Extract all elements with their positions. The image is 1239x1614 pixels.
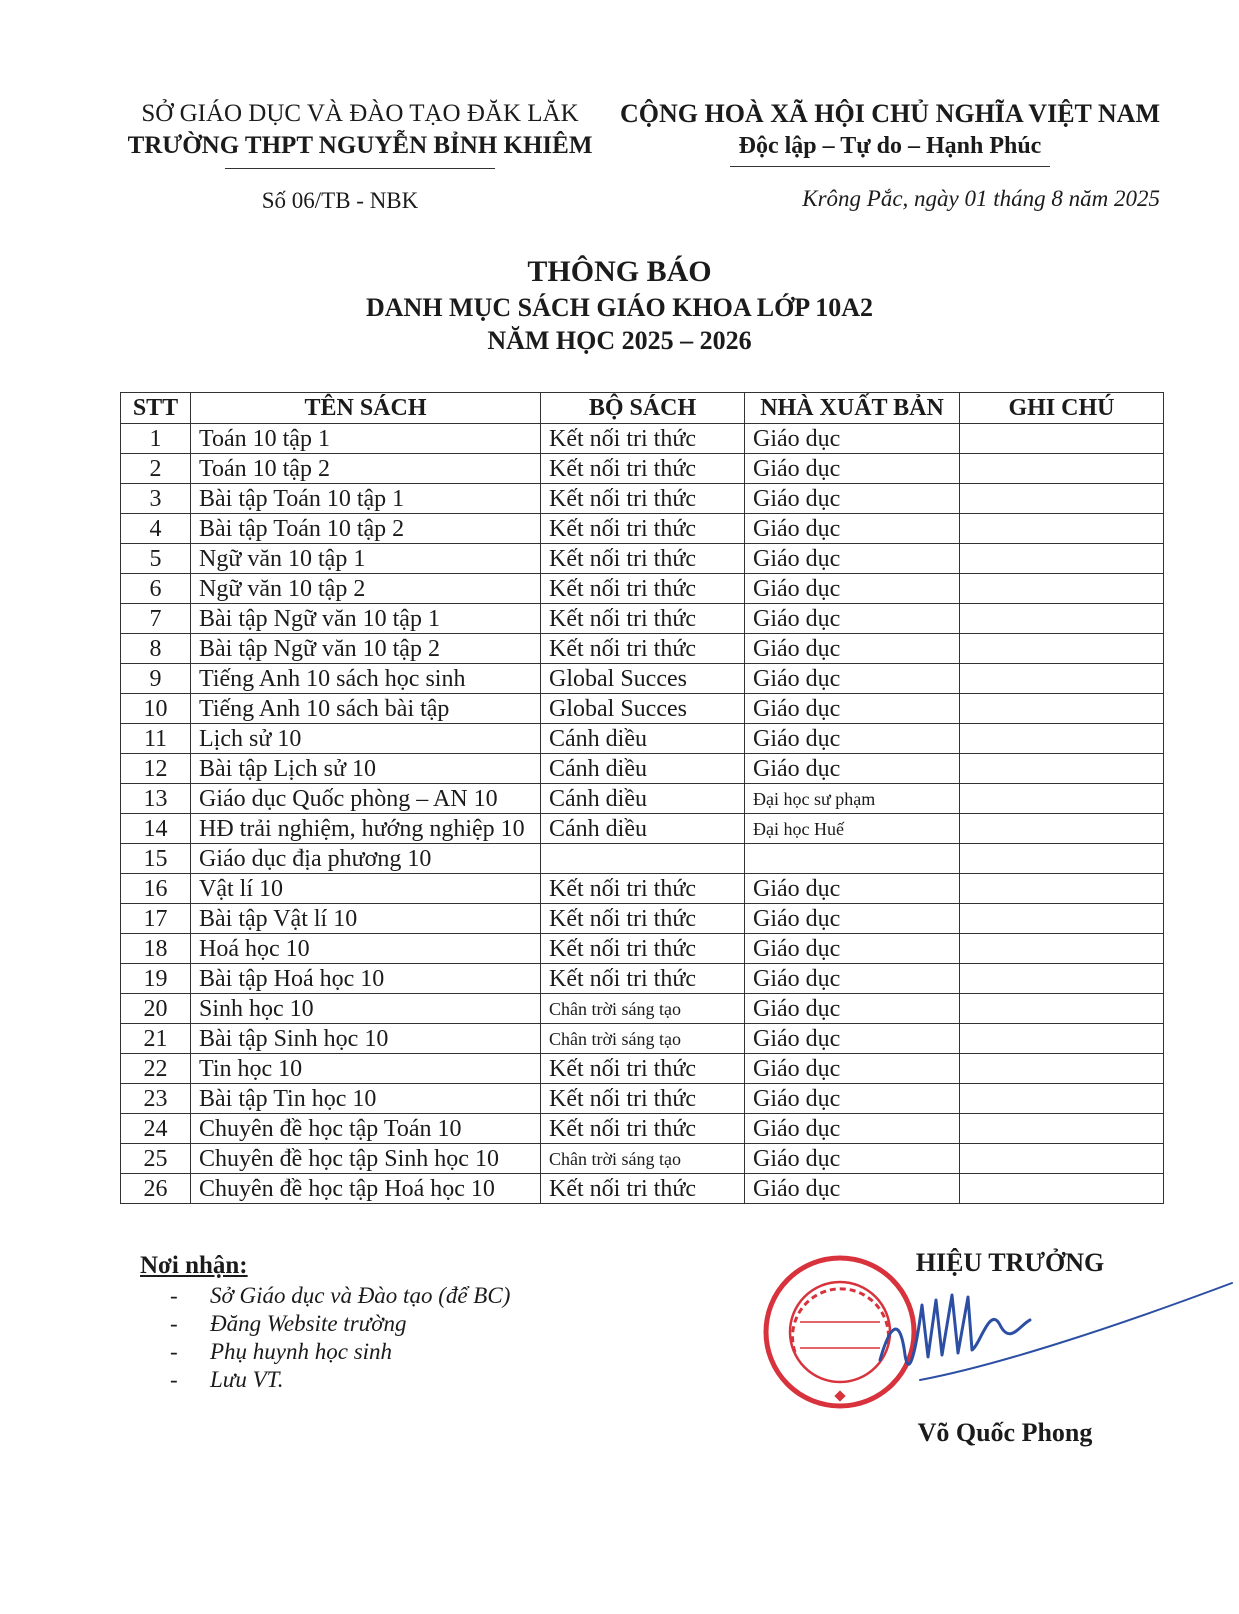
- cell-book-series: Kết nối tri thức: [541, 514, 745, 544]
- cell-book-series: [541, 844, 745, 874]
- cell-publisher: Giáo dục: [745, 934, 960, 964]
- cell-book-name: Chuyên đề học tập Hoá học 10: [191, 1174, 541, 1204]
- table-row: [121, 634, 1164, 664]
- cell-book-series: Kết nối tri thức: [541, 1174, 745, 1204]
- cell-stt: 26: [121, 1174, 191, 1204]
- cell-note: [960, 1024, 1164, 1054]
- table-row: [121, 694, 1164, 724]
- textbook-table: [120, 392, 1164, 1204]
- cell-stt: 6: [121, 574, 191, 604]
- cell-publisher: Giáo dục: [745, 484, 960, 514]
- cell-publisher: Giáo dục: [745, 964, 960, 994]
- recipient-label: Phụ huynh học sinh: [210, 1339, 393, 1364]
- table-row: [121, 754, 1164, 784]
- cell-publisher: Giáo dục: [745, 694, 960, 724]
- cell-note: [960, 874, 1164, 904]
- cell-stt: 18: [121, 934, 191, 964]
- table-row: [121, 544, 1164, 574]
- cell-book-series: Kết nối tri thức: [541, 904, 745, 934]
- cell-note: [960, 1174, 1164, 1204]
- cell-publisher: Giáo dục: [745, 1084, 960, 1114]
- table-row: [121, 814, 1164, 844]
- cell-stt: 22: [121, 1054, 191, 1084]
- table-row: [121, 994, 1164, 1024]
- cell-book-name: Bài tập Hoá học 10: [191, 964, 541, 994]
- cell-publisher: Giáo dục: [745, 634, 960, 664]
- table-row: [121, 424, 1164, 454]
- cell-publisher: [745, 844, 960, 874]
- cell-note: [960, 784, 1164, 814]
- cell-publisher: Giáo dục: [745, 754, 960, 784]
- list-dash: -: [170, 1339, 178, 1364]
- cell-stt: 3: [121, 484, 191, 514]
- signer-title: HIỆU TRƯỞNG: [915, 1248, 1105, 1277]
- cell-book-series: Chân trời sáng tạo: [541, 1024, 745, 1054]
- cell-book-series: Kết nối tri thức: [541, 1084, 745, 1114]
- cell-book-name: Bài tập Ngữ văn 10 tập 1: [191, 604, 541, 634]
- cell-stt: 21: [121, 1024, 191, 1054]
- cell-book-series: Kết nối tri thức: [541, 874, 745, 904]
- cell-stt: 10: [121, 694, 191, 724]
- list-item: [170, 1310, 510, 1338]
- cell-publisher: Giáo dục: [745, 604, 960, 634]
- cell-book-name: Bài tập Lịch sử 10: [191, 754, 541, 784]
- cell-note: [960, 604, 1164, 634]
- cell-book-name: Toán 10 tập 2: [191, 454, 541, 484]
- table-row: [121, 1114, 1164, 1144]
- cell-book-series: Kết nối tri thức: [541, 574, 745, 604]
- cell-publisher: Giáo dục: [745, 574, 960, 604]
- cell-book-series: Cánh diều: [541, 784, 745, 814]
- cell-stt: 1: [121, 424, 191, 454]
- cell-stt: 15: [121, 844, 191, 874]
- cell-note: [960, 454, 1164, 484]
- table-row: [121, 724, 1164, 754]
- table-row: [121, 1024, 1164, 1054]
- table-row: [121, 874, 1164, 904]
- cell-publisher: Giáo dục: [745, 544, 960, 574]
- cell-stt: 11: [121, 724, 191, 754]
- cell-note: [960, 664, 1164, 694]
- document-number: Số 06/TB - NBK: [261, 188, 419, 213]
- cell-publisher: Giáo dục: [745, 514, 960, 544]
- cell-note: [960, 814, 1164, 844]
- cell-note: [960, 484, 1164, 514]
- cell-book-name: Bài tập Sinh học 10: [191, 1024, 541, 1054]
- cell-stt: 17: [121, 904, 191, 934]
- department-name: SỞ GIÁO DỤC VÀ ĐÀO TẠO ĐĂK LĂK: [141, 100, 579, 127]
- table-row: [121, 1174, 1164, 1204]
- cell-book-name: Chuyên đề học tập Sinh học 10: [191, 1144, 541, 1174]
- school-year: NĂM HỌC 2025 – 2026: [487, 326, 752, 355]
- list-dash: -: [170, 1367, 178, 1392]
- cell-publisher: Giáo dục: [745, 1114, 960, 1144]
- cell-book-name: HĐ trải nghiệm, hướng nghiệp 10: [191, 814, 541, 844]
- table-row: [121, 604, 1164, 634]
- issuer-underline: [225, 168, 495, 169]
- table-header-row: [121, 393, 1164, 424]
- cell-publisher: Giáo dục: [745, 664, 960, 694]
- cell-note: [960, 904, 1164, 934]
- cell-book-series: Cánh diều: [541, 814, 745, 844]
- column-header-stt: STT: [121, 393, 191, 424]
- cell-publisher: Giáo dục: [745, 1174, 960, 1204]
- cell-book-name: Toán 10 tập 1: [191, 424, 541, 454]
- list-dash: -: [170, 1283, 178, 1308]
- cell-book-series: Global Succes: [541, 694, 745, 724]
- table-row: [121, 484, 1164, 514]
- cell-book-series: Kết nối tri thức: [541, 484, 745, 514]
- table-row: [121, 784, 1164, 814]
- cell-note: [960, 724, 1164, 754]
- cell-book-series: Kết nối tri thức: [541, 454, 745, 484]
- national-motto: Độc lập – Tự do – Hạnh Phúc: [738, 133, 1042, 159]
- cell-publisher: Giáo dục: [745, 994, 960, 1024]
- cell-book-name: Bài tập Tin học 10: [191, 1084, 541, 1114]
- cell-note: [960, 934, 1164, 964]
- cell-note: [960, 694, 1164, 724]
- cell-book-series: Kết nối tri thức: [541, 1114, 745, 1144]
- table-row: [121, 664, 1164, 694]
- cell-stt: 20: [121, 994, 191, 1024]
- cell-book-name: Vật lí 10: [191, 874, 541, 904]
- cell-stt: 5: [121, 544, 191, 574]
- cell-book-name: Lịch sử 10: [191, 724, 541, 754]
- cell-publisher: Giáo dục: [745, 454, 960, 484]
- cell-publisher: Đại học sư phạm: [745, 784, 960, 814]
- cell-book-name: Chuyên đề học tập Toán 10: [191, 1114, 541, 1144]
- cell-stt: 23: [121, 1084, 191, 1114]
- cell-book-name: Giáo dục địa phương 10: [191, 844, 541, 874]
- cell-book-name: Bài tập Toán 10 tập 1: [191, 484, 541, 514]
- recipients-title: Nơi nhận:: [140, 1252, 248, 1279]
- cell-book-series: Cánh diều: [541, 754, 745, 784]
- cell-stt: 7: [121, 604, 191, 634]
- cell-note: [960, 1084, 1164, 1114]
- handwritten-signature-icon: [860, 1265, 1239, 1415]
- cell-stt: 2: [121, 454, 191, 484]
- cell-book-series: Chân trời sáng tạo: [541, 994, 745, 1024]
- place-date: Krông Pắc, ngày 01 tháng 8 năm 2025: [802, 186, 1160, 211]
- cell-note: [960, 514, 1164, 544]
- table-row: [121, 1054, 1164, 1084]
- table-row: [121, 574, 1164, 604]
- list-item: [170, 1366, 510, 1394]
- list-dash: -: [170, 1311, 178, 1336]
- table-row: [121, 454, 1164, 484]
- cell-stt: 16: [121, 874, 191, 904]
- cell-stt: 24: [121, 1114, 191, 1144]
- cell-publisher: Giáo dục: [745, 1024, 960, 1054]
- motto-underline: [730, 166, 1050, 167]
- cell-book-name: Ngữ văn 10 tập 1: [191, 544, 541, 574]
- cell-note: [960, 754, 1164, 784]
- cell-note: [960, 1114, 1164, 1144]
- nation-name: CỘNG HOÀ XÃ HỘI CHỦ NGHĨA VIỆT NAM: [619, 99, 1161, 128]
- table-row: [121, 514, 1164, 544]
- cell-book-series: Kết nối tri thức: [541, 634, 745, 664]
- signer-name: Võ Quốc Phong: [917, 1418, 1093, 1447]
- column-header-book-series: BỘ SÁCH: [541, 393, 745, 424]
- cell-book-series: Kết nối tri thức: [541, 544, 745, 574]
- recipient-label: Đăng Website trường: [210, 1311, 407, 1336]
- table-row: [121, 904, 1164, 934]
- cell-note: [960, 574, 1164, 604]
- cell-stt: 4: [121, 514, 191, 544]
- cell-stt: 9: [121, 664, 191, 694]
- cell-book-name: Tin học 10: [191, 1054, 541, 1084]
- cell-stt: 8: [121, 634, 191, 664]
- cell-publisher: Đại học Huế: [745, 814, 960, 844]
- cell-book-name: Bài tập Ngữ văn 10 tập 2: [191, 634, 541, 664]
- cell-stt: 13: [121, 784, 191, 814]
- school-name: TRƯỜNG THPT NGUYỄN BỈNH KHIÊM: [127, 132, 593, 159]
- cell-note: [960, 1144, 1164, 1174]
- nation-block: [610, 98, 1170, 167]
- cell-note: [960, 424, 1164, 454]
- cell-stt: 14: [121, 814, 191, 844]
- issuer-block: [110, 98, 610, 169]
- cell-book-name: Hoá học 10: [191, 934, 541, 964]
- cell-book-name: Tiếng Anh 10 sách học sinh: [191, 664, 541, 694]
- recipient-label: Sở Giáo dục và Đào tạo (để BC): [210, 1283, 511, 1308]
- table-row: [121, 844, 1164, 874]
- cell-book-name: Bài tập Vật lí 10: [191, 904, 541, 934]
- table-row: [121, 1084, 1164, 1114]
- cell-stt: 25: [121, 1144, 191, 1174]
- cell-stt: 12: [121, 754, 191, 784]
- cell-book-name: Ngữ văn 10 tập 2: [191, 574, 541, 604]
- list-item: [170, 1282, 510, 1310]
- cell-book-name: Bài tập Toán 10 tập 2: [191, 514, 541, 544]
- cell-book-series: Cánh diều: [541, 724, 745, 754]
- recipient-label: Lưu VT.: [210, 1367, 284, 1392]
- list-item: [170, 1338, 510, 1366]
- cell-publisher: Giáo dục: [745, 724, 960, 754]
- cell-book-series: Kết nối tri thức: [541, 934, 745, 964]
- cell-publisher: Giáo dục: [745, 904, 960, 934]
- cell-note: [960, 964, 1164, 994]
- cell-book-series: Chân trời sáng tạo: [541, 1144, 745, 1174]
- cell-publisher: Giáo dục: [745, 1144, 960, 1174]
- cell-stt: 19: [121, 964, 191, 994]
- document-title: THÔNG BÁO: [527, 255, 712, 288]
- cell-book-name: Sinh học 10: [191, 994, 541, 1024]
- cell-book-series: Global Succes: [541, 664, 745, 694]
- column-header-publisher: NHÀ XUẤT BẢN: [745, 393, 960, 424]
- document-subtitle: DANH MỤC SÁCH GIÁO KHOA LỚP 10A2: [365, 293, 874, 322]
- table-body: [121, 424, 1164, 1204]
- cell-note: [960, 844, 1164, 874]
- table-row: [121, 1144, 1164, 1174]
- cell-note: [960, 994, 1164, 1024]
- cell-publisher: Giáo dục: [745, 1054, 960, 1084]
- cell-publisher: Giáo dục: [745, 874, 960, 904]
- column-header-note: GHI CHÚ: [960, 393, 1164, 424]
- cell-book-name: Tiếng Anh 10 sách bài tập: [191, 694, 541, 724]
- recipients-list: [170, 1282, 510, 1394]
- cell-book-series: Kết nối tri thức: [541, 424, 745, 454]
- table-row: [121, 964, 1164, 994]
- table-row: [121, 934, 1164, 964]
- column-header-book-name: TÊN SÁCH: [191, 393, 541, 424]
- cell-book-series: Kết nối tri thức: [541, 604, 745, 634]
- cell-note: [960, 634, 1164, 664]
- cell-note: [960, 544, 1164, 574]
- cell-book-name: Giáo dục Quốc phòng – AN 10: [191, 784, 541, 814]
- cell-book-series: Kết nối tri thức: [541, 1054, 745, 1084]
- cell-publisher: Giáo dục: [745, 424, 960, 454]
- cell-book-series: Kết nối tri thức: [541, 964, 745, 994]
- cell-note: [960, 1054, 1164, 1084]
